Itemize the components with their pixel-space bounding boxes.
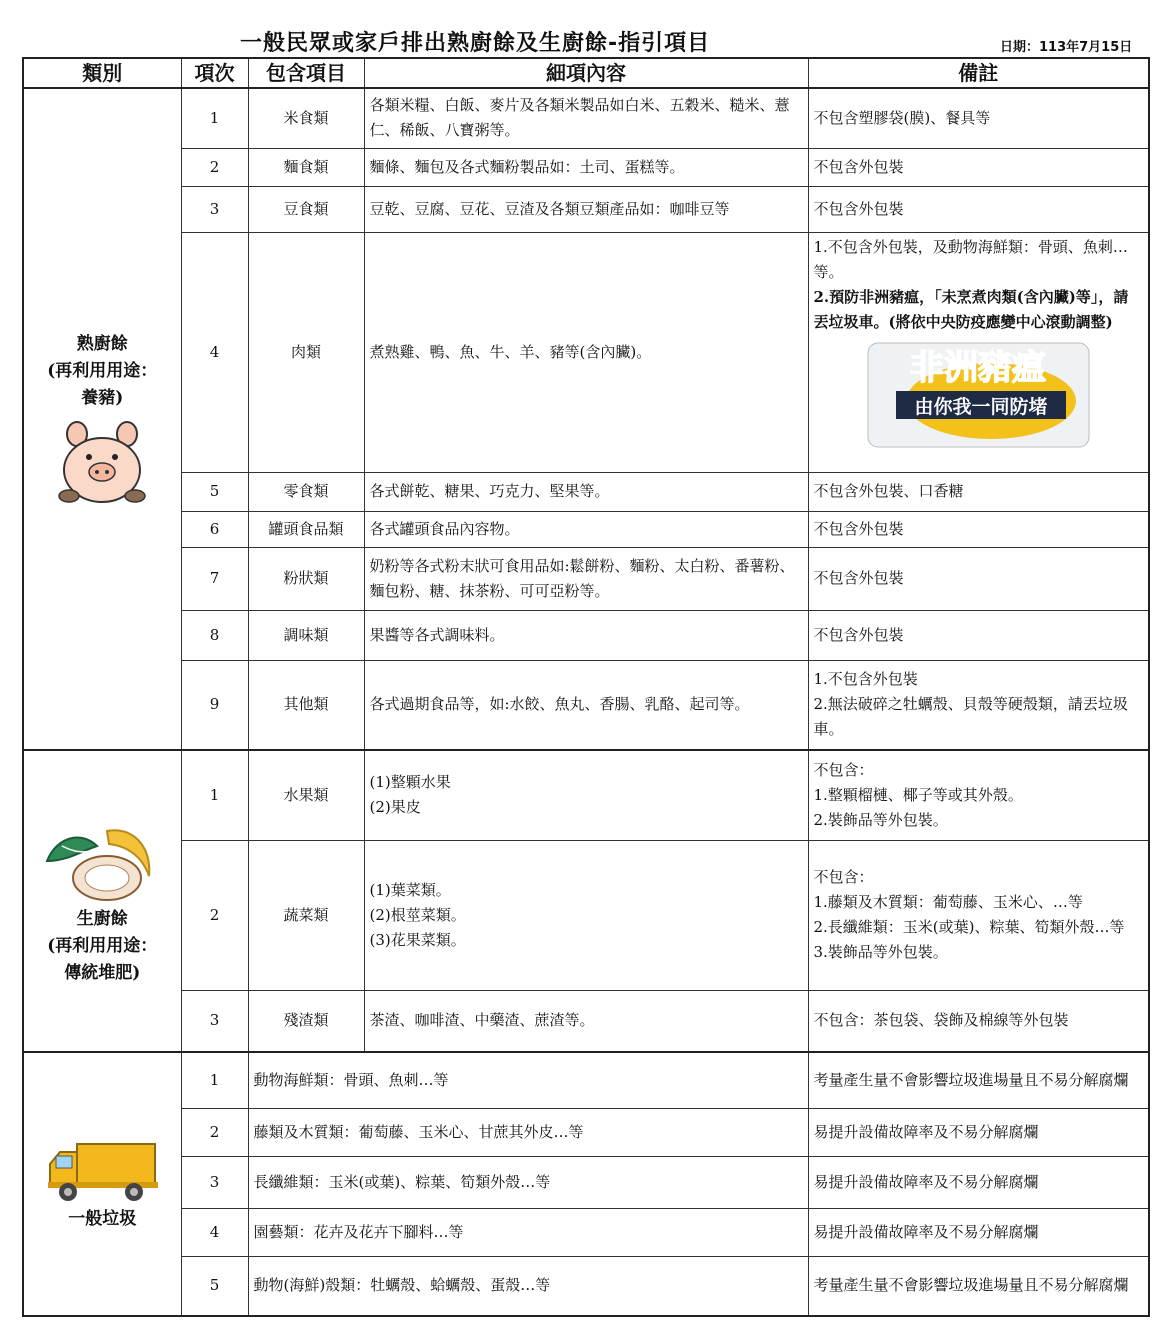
item-name: 罐頭食品類 — [248, 511, 364, 547]
item-detail: 各類米糧、白飯、麥片及各類米製品如白米、五穀米、糙米、薏仁、稀飯、八寶粥等。 — [364, 88, 808, 148]
item-number: 7 — [181, 547, 248, 610]
item-note: 不包含外包裝 — [808, 148, 1149, 186]
item-detail: 各式罐頭食品內容物。 — [364, 511, 808, 547]
note-line: 1.不包含外包裝，及動物海鮮類：骨頭、魚刺…等。 — [813, 237, 1128, 281]
item-detail: 動物海鮮類：骨頭、魚刺…等 — [248, 1052, 808, 1108]
item-detail: 豆乾、豆腐、豆花、豆渣及各類豆類產品如：咖啡豆等 — [364, 186, 808, 232]
category-usage-cont: 傳統堆肥) — [64, 962, 141, 983]
item-number: 9 — [181, 660, 248, 750]
table-row — [23, 472, 1149, 511]
item-name: 米食類 — [248, 88, 364, 148]
item-note — [808, 840, 1149, 990]
asf-slogan-text: 由你我一同防堵 — [914, 395, 1048, 418]
detail-line: (2)根莖菜類。 — [369, 905, 466, 924]
item-number: 2 — [181, 840, 248, 990]
item-detail: 藤類及木質類：葡萄藤、玉米心、甘蔗其外皮…等 — [248, 1108, 808, 1156]
col-header-note: 備註 — [808, 58, 1149, 88]
pig-icon — [47, 412, 157, 507]
col-header-category: 類別 — [23, 58, 181, 88]
item-detail: 園藝類：花卉及花卉下腳料…等 — [248, 1208, 808, 1256]
table-row — [23, 1052, 1149, 1108]
page-title: 一般民眾或家戶排出熟廚餘及生廚餘-指引項目 — [240, 31, 711, 56]
guideline-table — [22, 57, 1150, 1317]
detail-line: (2)果皮 — [369, 798, 421, 817]
item-detail: 長纖維類：玉米(或葉)、粽葉、筍類外殼…等 — [248, 1156, 808, 1208]
item-detail: 各式過期食品等，如:水餃、魚丸、香腸、乳酪、起司等。 — [364, 660, 808, 750]
detail-line: (1)整顆水果 — [369, 773, 451, 792]
category-label: 一般垃圾 — [68, 1208, 137, 1229]
document-date: 日期：113年7月15日 — [1000, 40, 1133, 55]
item-number: 5 — [181, 1256, 248, 1316]
category-general-garbage — [23, 1052, 181, 1316]
table-header-row — [23, 58, 1149, 88]
category-cooked-waste — [23, 88, 181, 750]
item-detail: 茶渣、咖啡渣、中藥渣、蔗渣等。 — [364, 990, 808, 1052]
detail-line: (1)葉菜類。 — [369, 880, 451, 899]
note-line: 2.無法破碎之牡蠣殼、貝殼等硬殼類，請丟垃圾車。 — [813, 695, 1128, 739]
category-usage: (再利用用途： — [47, 935, 158, 956]
item-note: 易提升設備故障率及不易分解腐爛 — [808, 1108, 1149, 1156]
item-number: 5 — [181, 472, 248, 511]
item-detail: 動物(海鮮)殼類：牡蠣殼、蛤蠣殼、蛋殼…等 — [248, 1256, 808, 1316]
item-name: 麵食類 — [248, 148, 364, 186]
table-row — [23, 232, 1149, 472]
note-line: 1.整顆榴槤、椰子等或其外殼。 — [813, 785, 1023, 804]
item-name: 水果類 — [248, 750, 364, 840]
item-number: 6 — [181, 511, 248, 547]
col-header-number: 項次 — [181, 58, 248, 88]
table-row — [23, 750, 1149, 840]
item-note — [808, 750, 1149, 840]
item-number: 8 — [181, 610, 248, 660]
category-usage-cont: 養豬) — [81, 388, 124, 408]
item-detail: 奶粉等各式粉末狀可食用品如:鬆餅粉、麵粉、太白粉、番薯粉、麵包粉、糖、抹茶粉、可可亞粉等。 — [364, 547, 808, 610]
item-name: 蔬菜類 — [248, 840, 364, 990]
note-line: 3.裝飾品等外包裝。 — [813, 943, 948, 961]
table-row — [23, 1156, 1149, 1208]
item-note: 不包含外包裝 — [808, 610, 1149, 660]
item-number: 4 — [181, 1208, 248, 1256]
item-number: 2 — [181, 1108, 248, 1156]
category-raw-waste — [23, 750, 181, 1052]
asf-title-text: 非洲豬瘟 — [909, 347, 1046, 388]
note-line: 1.不包含外包裝 — [813, 670, 918, 689]
item-note: 不包含外包裝 — [808, 186, 1149, 232]
item-number: 1 — [181, 1052, 248, 1108]
item-note: 不包含外包裝 — [808, 511, 1149, 547]
item-detail — [364, 840, 808, 990]
item-name: 其他類 — [248, 660, 364, 750]
note-line: 2.長纖維類：玉米(或葉)、粽葉、筍類外殼…等 — [813, 918, 1125, 936]
item-name: 粉狀類 — [248, 547, 364, 610]
table-row — [23, 547, 1149, 610]
item-detail: 煮熟雞、鴨、魚、牛、羊、豬等(含內臟)。 — [364, 232, 808, 472]
garbage-truck-icon — [42, 1136, 162, 1206]
item-note: 不包含外包裝 — [808, 547, 1149, 610]
item-note: 易提升設備故障率及不易分解腐爛 — [808, 1208, 1149, 1256]
category-label: 生廚餘 — [76, 908, 128, 929]
item-detail: 各式餅乾、糖果、巧克力、堅果等。 — [364, 472, 808, 511]
item-name: 零食類 — [248, 472, 364, 511]
table-row — [23, 990, 1149, 1052]
item-number: 1 — [181, 750, 248, 840]
note-line: 不包含： — [813, 868, 874, 886]
table-row — [23, 1108, 1149, 1156]
table-row — [23, 660, 1149, 750]
note-line: 2.裝飾品等外包裝。 — [813, 810, 948, 829]
item-detail: 麵條、麵包及各式麵粉製品如：土司、蛋糕等。 — [364, 148, 808, 186]
item-note: 易提升設備故障率及不易分解腐爛 — [808, 1156, 1149, 1208]
table-row — [23, 1256, 1149, 1316]
item-note — [808, 660, 1149, 750]
item-name: 調味類 — [248, 610, 364, 660]
category-usage: (再利用用途： — [47, 361, 158, 381]
item-number: 2 — [181, 148, 248, 186]
item-name: 豆食類 — [248, 186, 364, 232]
item-detail: 果醬等各式調味料。 — [364, 610, 808, 660]
item-note: 不包含：茶包袋、袋飾及棉線等外包裝 — [808, 990, 1149, 1052]
african-swine-fever-banner — [866, 339, 1091, 449]
item-name: 肉類 — [248, 232, 364, 472]
table-row — [23, 148, 1149, 186]
item-detail — [364, 750, 808, 840]
item-number: 3 — [181, 990, 248, 1052]
table-row — [23, 88, 1149, 148]
table-row — [23, 186, 1149, 232]
col-header-detail: 細項內容 — [364, 58, 808, 88]
note-line: 1.藤類及木質類：葡萄藤、玉米心、…等 — [813, 893, 1083, 911]
item-note: 不包含外包裝、口香糖 — [808, 472, 1149, 511]
detail-line: (3)花果菜類。 — [369, 930, 466, 949]
item-note — [808, 232, 1149, 472]
item-number: 3 — [181, 186, 248, 232]
table-row — [23, 1208, 1149, 1256]
category-label: 熟廚餘 — [76, 334, 128, 354]
table-row — [23, 511, 1149, 547]
table-row — [23, 840, 1149, 990]
item-name: 殘渣類 — [248, 990, 364, 1052]
note-line: 不包含： — [813, 760, 874, 779]
item-note: 不包含塑膠袋(膜)、餐具等 — [808, 88, 1149, 148]
note-line-asf-warning: 2.預防非洲豬瘟，「未烹煮肉類(含內臟)等」，請丟垃圾車。(將依中央防疫應變中心滾動調整) — [813, 287, 1129, 331]
vegetable-icon — [37, 816, 167, 906]
col-header-item: 包含項目 — [248, 58, 364, 88]
item-number: 3 — [181, 1156, 248, 1208]
item-number: 1 — [181, 88, 248, 148]
table-row — [23, 610, 1149, 660]
item-number: 4 — [181, 232, 248, 472]
item-note: 考量產生量不會影響垃圾進場量且不易分解腐爛 — [808, 1256, 1149, 1316]
item-note: 考量產生量不會影響垃圾進場量且不易分解腐爛 — [808, 1052, 1149, 1108]
